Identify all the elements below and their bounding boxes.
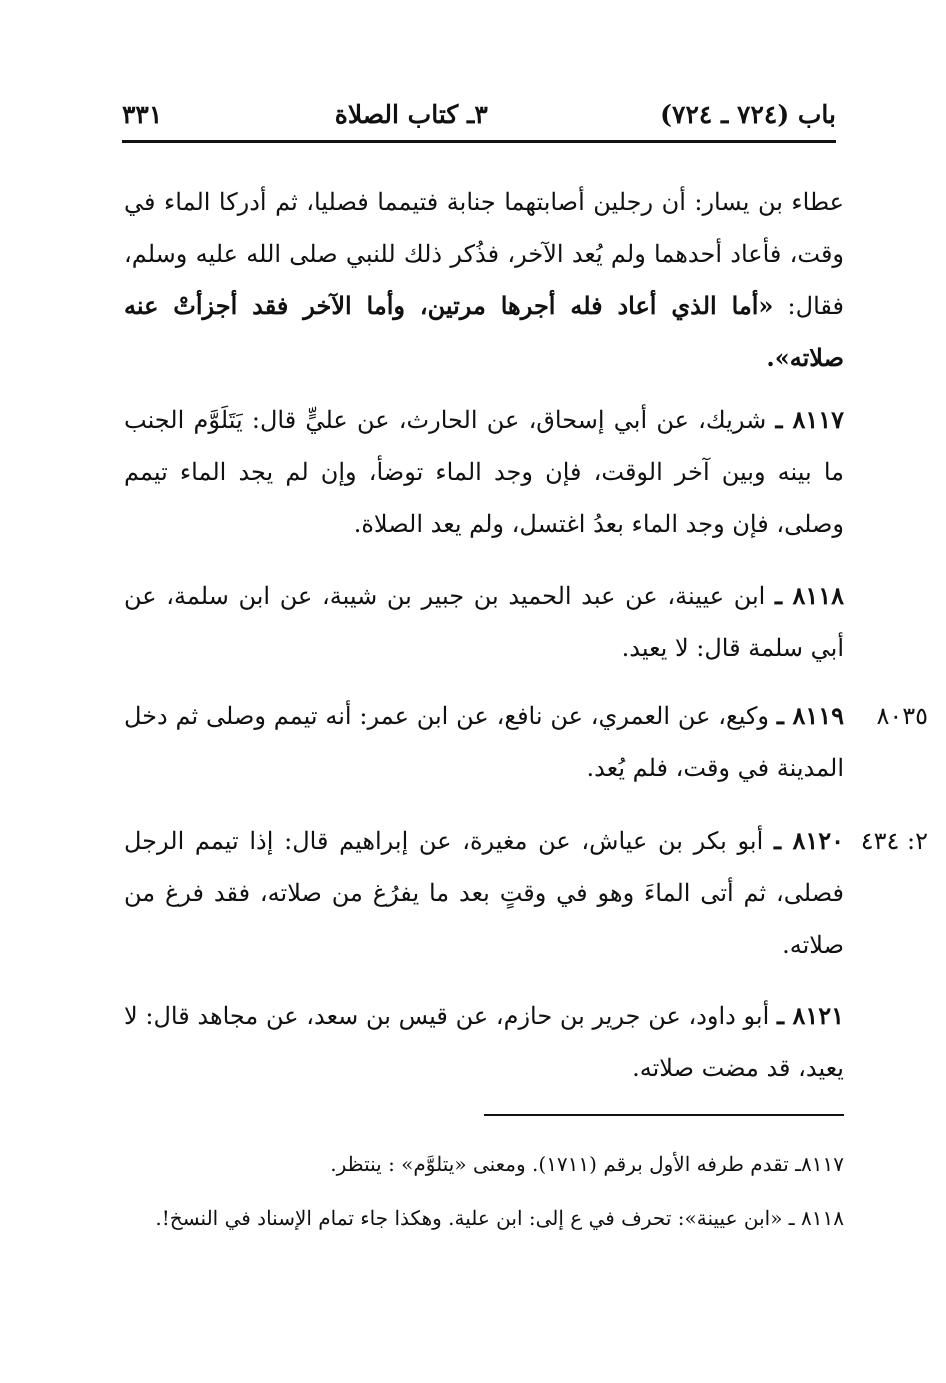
hadith-quote: «أما الذي أعاد فله أجرها مرتين، وأما الآخر فقد أجزأتْ عنه صلاته».: [124, 291, 844, 372]
hadith-text: شريك، عن أبي إسحاق، عن الحارث، عن عليٍّ قال: يَتَلَوَّم الجنب ما بينه وبين آخر الوقت، فإن وجد الماء توضأ، وإن لم يجد الماء تيمم وصلى، فإن وجد الماء بعدُ اغتسل، ولم يعد الصلاة.: [124, 406, 844, 538]
hadith-8120: [124, 815, 844, 971]
hadith-text: وكيع، عن العمري، عن نافع، عن ابن عمر: أنه تيمم وصلى ثم دخل المدينة في وقت، فلم يُعد.: [124, 702, 844, 782]
chapter-heading: باب (٧٢٤ ـ ٧٢٤): [660, 99, 836, 129]
hadith-8119: [124, 690, 844, 794]
hadith-number: ٨١٢١ ـ: [776, 1001, 844, 1030]
hadith-8117: [124, 394, 844, 550]
hadith-8118: [124, 570, 844, 674]
hadith-number: ٨١١٧ ـ: [775, 405, 844, 434]
book-title: ٣ـ كتاب الصلاة: [334, 99, 488, 129]
paragraph-continuation: [124, 176, 844, 384]
margin-reference: ٨٠٣٥: [876, 702, 928, 730]
hadith-text: أبو بكر بن عياش، عن مغيرة، عن إبراهيم قال: إذا تيمم الرجل فصلى، ثم أتى الماءَ وهو في وقتٍ بعد ما يفرُغ من صلاته، فقد فرغ من صلاته.: [124, 827, 844, 959]
hadith-text: أبو داود، عن جرير بن حازم، عن قيس بن سعد، عن مجاهد قال: لا يعيد، قد مضت صلاته.: [124, 1002, 844, 1082]
hadith-number: ٨١١٩ ـ: [776, 701, 844, 730]
page-number: ٣٣١: [122, 99, 163, 129]
footnote-8118: ٨١١٨ ـ «ابن عيينة»: تحرف في ع إلى: ابن علية. وهكذا جاء تمام الإسناد في النسخ!.: [155, 1206, 844, 1230]
footnote-8117: ٨١١٧ـ تقدم طرفه الأول برقم (١٧١١). ومعنى «يتلوَّم» : ينتظر.: [330, 1152, 844, 1176]
header-rule: [122, 140, 836, 143]
hadith-number: ٨١١٨ ـ: [775, 581, 844, 610]
margin-reference: ٢: ٤٣٤: [860, 827, 928, 855]
hadith-8121: [124, 990, 844, 1094]
hadith-number: ٨١٢٠ ـ: [773, 826, 844, 855]
footnote-rule: [484, 1114, 844, 1116]
hadith-text: ابن عيينة، عن عبد الحميد بن جبير بن شيبة، عن ابن سلمة، عن أبي سلمة قال: لا يعيد.: [124, 582, 844, 662]
running-header: [122, 92, 836, 136]
paragraph-text: عطاء بن يسار: أن رجلين أصابتهما جنابة فتيمما فصليا، ثم أدركا الماء في وقت، فأعاد أحدهما ولم يُعد الآخر، فذُكر ذلك للنبي صلى الله عليه وسلم، فقال:: [124, 188, 844, 320]
